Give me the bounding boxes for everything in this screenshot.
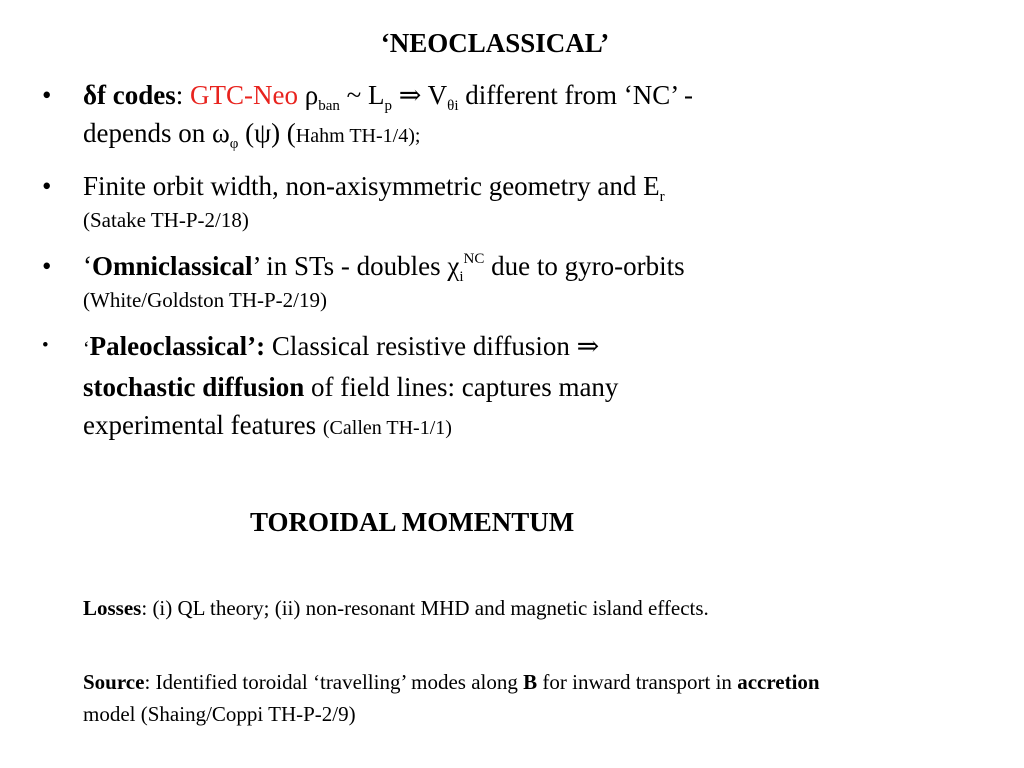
reference: (Callen TH-1/1)	[322, 417, 452, 439]
reference: Hahm TH-1/4);	[295, 125, 421, 147]
losses-label: Losses	[83, 596, 142, 620]
bold-term: stochastic diffusion	[83, 372, 305, 402]
slide-title: ‘NEOCLASSICAL’	[380, 28, 610, 58]
subscript: r	[659, 189, 665, 205]
reference: (Satake TH-P-2/18)	[83, 208, 249, 232]
bold-term: accretion	[737, 670, 820, 694]
superscript: NC	[463, 251, 485, 267]
subscript: φ	[229, 136, 239, 152]
subscript: i	[459, 269, 464, 285]
bullet-delta-f-codes	[42, 76, 902, 155]
text: for inward transport in	[537, 670, 738, 694]
subscript: θi	[447, 98, 459, 114]
bullet-line	[83, 327, 902, 368]
text: : (i) QL theory; (ii) non-resonant MHD and magnetic island effects.	[141, 596, 709, 620]
bold-term: B	[523, 670, 538, 694]
bullet-list	[42, 76, 902, 459]
bold-label: δf codes	[83, 80, 176, 110]
text: due to gyro-orbits	[484, 251, 685, 281]
bold-label: Omniclassical	[92, 251, 253, 281]
text: (ψ) (	[238, 118, 296, 148]
text: model (Shaing/Coppi TH-P-2/9)	[83, 702, 356, 726]
bullet-line	[83, 368, 902, 406]
bullet-line	[83, 406, 902, 447]
losses-paragraph	[83, 592, 873, 624]
source-paragraph	[83, 666, 873, 730]
bullet-dot: •	[42, 251, 52, 281]
reference: (White/Goldston TH-P-2/19)	[83, 288, 328, 312]
section-title: TOROIDAL MOMENTUM	[250, 507, 575, 537]
bullet-dot: •	[42, 80, 52, 110]
bold-label: Paleoclassical’:	[89, 331, 266, 361]
bullet-line	[83, 247, 902, 285]
bullet-line	[83, 76, 902, 114]
text: ‘	[83, 338, 90, 360]
text: Finite orbit width, non-axisymmetric geometry and E	[83, 171, 660, 201]
text: ~ L	[339, 80, 385, 110]
text: ρ	[298, 80, 319, 110]
bullet-dot: •	[42, 171, 52, 201]
bullet-paleoclassical	[42, 327, 902, 447]
text: :	[175, 80, 191, 110]
bullet-dot: •	[42, 335, 49, 356]
bullet-line	[83, 167, 902, 205]
bullet-finite-orbit	[42, 167, 902, 235]
code-name: GTC-Neo	[190, 80, 298, 110]
text: depends on ω	[83, 118, 230, 148]
text: Classical resistive diffusion ⇒	[265, 331, 600, 361]
bullet-line	[83, 114, 902, 155]
subscript: ban	[318, 98, 340, 114]
subscript: p	[384, 98, 393, 114]
text: ⇒ V	[392, 80, 448, 110]
text: different from ‘NC’ -	[458, 80, 693, 110]
source-label: Source	[83, 670, 145, 694]
bullet-omniclassical	[42, 247, 902, 315]
text: ’ in STs - doubles χ	[252, 251, 460, 281]
text: of field lines: captures many	[304, 372, 619, 402]
text: experimental features	[83, 410, 323, 440]
text: ‘	[83, 251, 92, 281]
text: : Identified toroidal ‘travelling’ modes along	[144, 670, 524, 694]
